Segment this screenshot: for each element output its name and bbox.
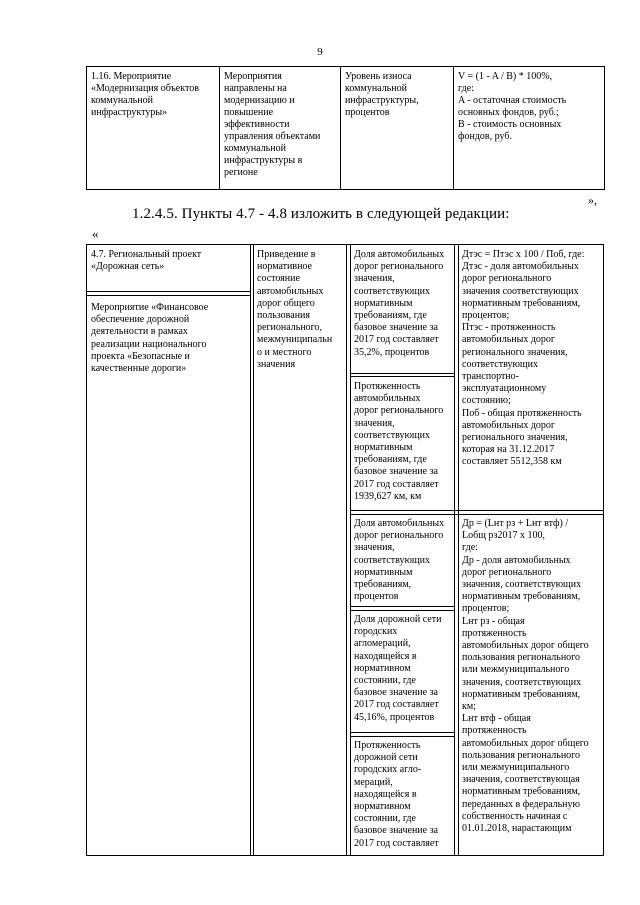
opening-quote-mark: « bbox=[92, 226, 99, 241]
table-border bbox=[86, 244, 604, 245]
table-border bbox=[350, 373, 455, 374]
formula-cell: Дтэс = Птэс x 100 / Поб, где: Дтэс - доля автомобильных дорог регионального значения соответствующих нормативным требованиям, процентов; Птэс - протяженность автомобильных дорог регионального значения, соответствующих транспортно- эксплуатационному состоянию; Поб - общая протяженность автомобильных дорог регионального значения, которая на 31.12.2017 составляет 5512,358 км bbox=[462, 249, 585, 468]
formula-cell: Др = (Lнт рз + Lнт втф) / Lобщ рз2017 x 100, где: Др - доля автомобильных дорог регионального значения, соответствующих нормативным требованиям, процентов; Lнт рз - общая протяженность автомобильных дорог общего пользования регионального или межмуниципального значения, соответствующих нормативным требованиям, км; Lнт втф - общая протяженность автомобильных дорог общего пользования регионального или межмуниципального значения, соответствующая нормативным требованиям, переданных в федеральную собственность начиная с 01.01.2018, нарастающим bbox=[462, 518, 589, 835]
table-border bbox=[86, 291, 251, 292]
table-border bbox=[86, 295, 251, 296]
indicator-cell: Уровень износа коммунальной инфраструктуры, процентов bbox=[341, 67, 454, 190]
indicator-cell: Доля автомобильных дорог регионального значения, соответствующих нормативным требованиям, процентов bbox=[354, 518, 445, 603]
table-border bbox=[350, 376, 455, 377]
project-title-cell: 4.7. Региональный проект «Дорожная сеть» bbox=[91, 249, 202, 273]
table-border bbox=[253, 244, 254, 856]
table-border bbox=[346, 244, 347, 856]
activity-purpose-cell: Мероприятия направлены на модернизацию и повышение эффективности управления объектами коммунальной инфраструктуры в регионе bbox=[220, 67, 341, 190]
table-border bbox=[350, 244, 351, 856]
table-border bbox=[350, 510, 604, 511]
indicator-cell: Протяженность дорожной сети городских агло- мераций, находящейся в нормативном состоянии, где базовое значение за 2017 год составляет bbox=[354, 740, 439, 849]
formula-cell: V = (1 - A / B) * 100%, где: A - остаточная стоимость основных фондов, руб.; B - стоимость основных фондов, руб. bbox=[454, 67, 605, 190]
table-border bbox=[454, 244, 455, 856]
section-heading: 1.2.4.5. Пункты 4.7 - 4.8 изложить в следующей редакции: bbox=[132, 206, 510, 222]
table-border bbox=[86, 244, 87, 856]
table-border bbox=[350, 732, 455, 733]
indicator-cell: Доля автомобильных дорог регионального значения, соответствующих нормативным требованиям, где базовое значение за 2017 год составляет 35,2%, процентов bbox=[354, 249, 445, 358]
activity-name-cell: Мероприятие «Финансовое обеспечение дорожной деятельности в рамках реализации национального проекта «Безопасные и качественные дороги» bbox=[91, 302, 209, 375]
closing-quote-mark: », bbox=[588, 193, 597, 207]
activity-name-cell: 1.16. Мероприятие «Модернизация объектов коммунальной инфраструктуры» bbox=[87, 67, 220, 190]
indicator-cell: Доля дорожной сети городских агломераций, находящейся в нормативном состоянии, где базовое значение за 2017 год составляет 45,16%, процентов bbox=[354, 614, 442, 723]
indicator-cell: Протяженность автомобильных дорог регионального значения, соответствующих нормативным требованиям, где базовое значение за 2017 год составляет 1939,627 км, км bbox=[354, 381, 444, 502]
table-border bbox=[603, 244, 604, 856]
table-border bbox=[458, 244, 459, 856]
page-number: 9 bbox=[317, 46, 323, 58]
table-border bbox=[86, 855, 604, 856]
table-border bbox=[350, 610, 455, 611]
table-border bbox=[350, 606, 455, 607]
table-border bbox=[250, 244, 251, 856]
table-border bbox=[350, 514, 604, 515]
table-border bbox=[350, 736, 455, 737]
activity-purpose-cell: Приведение в нормативное состояние автомобильных дорог общего пользования регионального, межмуниципальн о и местного значения bbox=[257, 249, 333, 370]
